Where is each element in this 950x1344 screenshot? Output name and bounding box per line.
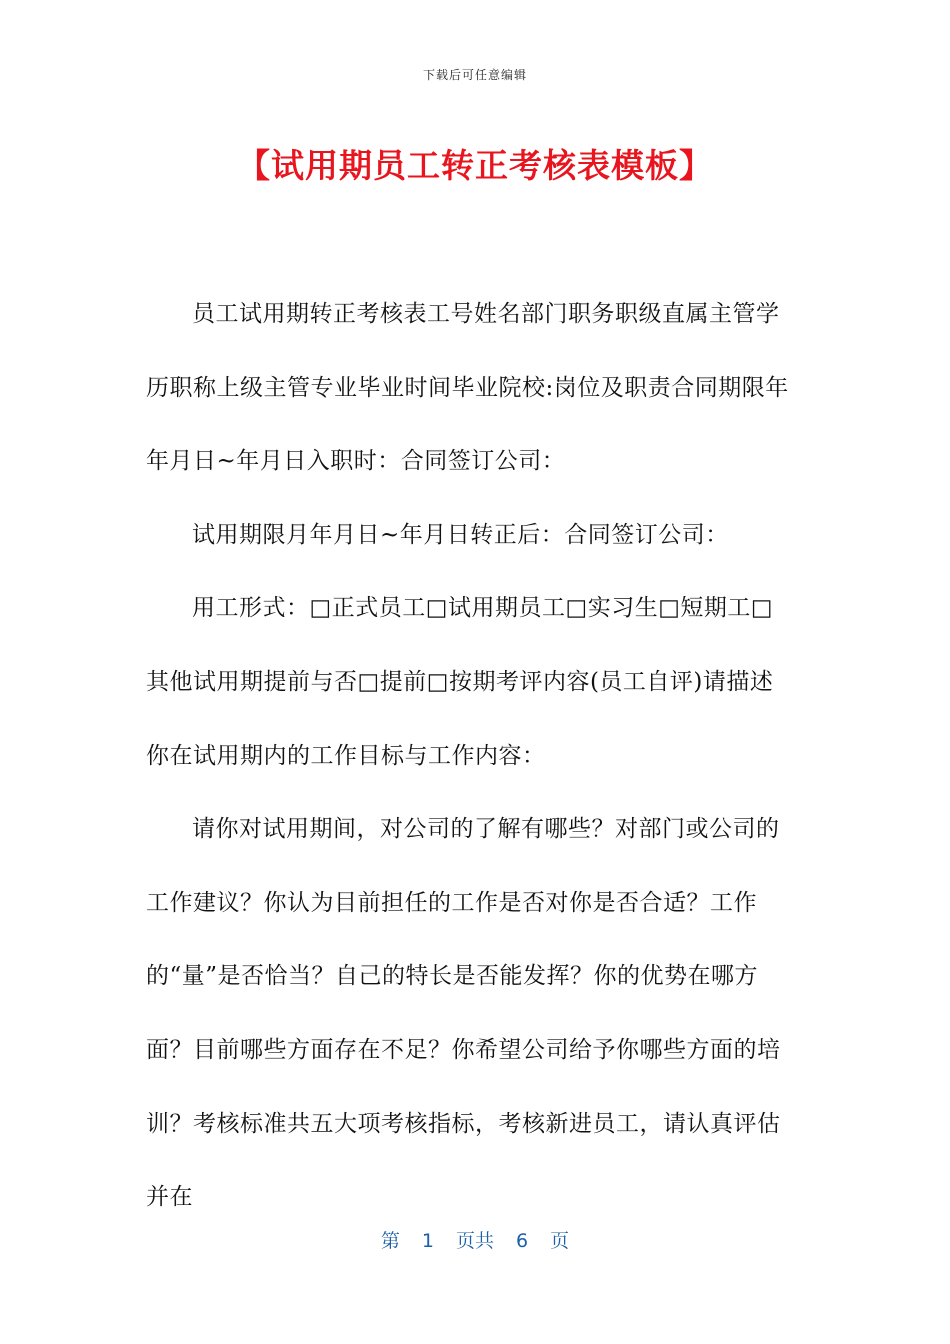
footer-page-number: 1 (421, 1230, 434, 1252)
page-header-note: 下载后可任意编辑 (422, 68, 527, 82)
footer-page-prefix: 第 (380, 1230, 400, 1252)
document-title: 【试用期员工转正考核表模板】 (237, 146, 713, 185)
paragraph-basic-info: 员工试用期转正考核表工号姓名部门职务职级直属主管学历职称上级主管专业毕业时间毕业院校:岗位及职责合同期限年年月日~年月日入职时：合同签订公司： (146, 301, 789, 475)
paragraph-self-review-questions: 请你对试用期间，对公司的了解有哪些？对部门或公司的工作建议？你认为目前担任的工作是否对你是否合适？工作的“量”是否恰当？自己的特长是否能发挥？你的优势在哪方面？目前哪些方面存在不足？你希望公司给予你哪些方面的培训？考核标准共五大项考核指标，考核新进员工，请认真评估并在 (146, 816, 781, 1211)
paragraph-probation-period: 试用期限月年月日~年月日转正后：合同签订公司： (192, 521, 729, 548)
page-footer (0, 1226, 950, 1253)
footer-page-total: 6 (516, 1230, 529, 1252)
document-body (146, 278, 792, 1235)
footer-page-middle: 页共 (455, 1230, 494, 1252)
footer-page-suffix: 页 (550, 1230, 570, 1252)
paragraph-employment-type: 用工形式：□正式员工□试用期员工□实习生□短期工□其他试用期提前与否□提前□按期考评内容(员工自评)请描述你在试用期内的工作目标与工作内容： (146, 595, 774, 769)
